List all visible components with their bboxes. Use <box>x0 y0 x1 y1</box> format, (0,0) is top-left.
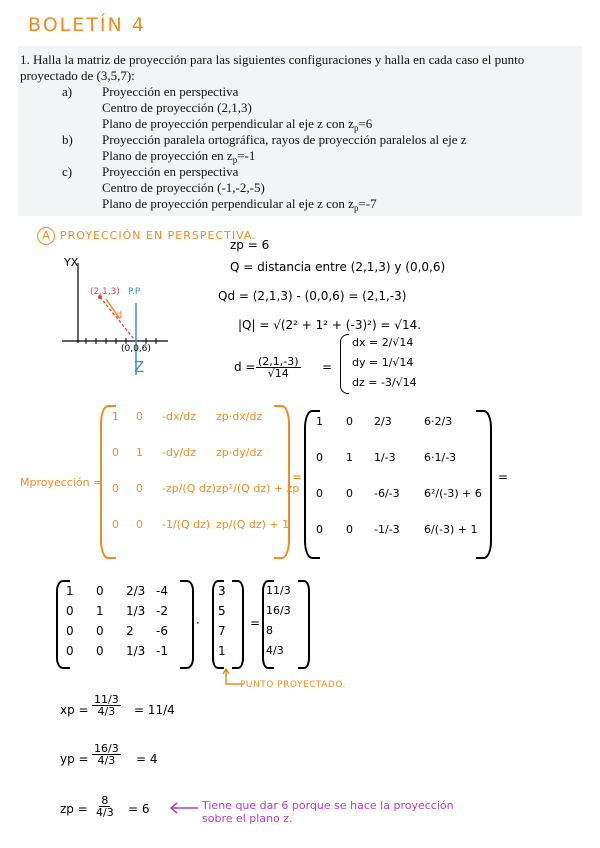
option-a-line-3: Plano de proyección perpendicular al eje z con $z_p=6$ <box>102 116 373 133</box>
matrix-cell: 1 <box>112 410 119 423</box>
yp-fraction <box>92 743 121 766</box>
option-a-line-1: Proyección en perspectiva <box>102 84 239 99</box>
matrix-cell: 0 <box>136 518 143 531</box>
dz-value: dz = -3/√14 <box>352 376 417 389</box>
diagram-origin-label: (0,0,6) <box>121 344 151 354</box>
left-arrow-icon <box>168 802 200 814</box>
d-lhs: d = <box>234 360 256 374</box>
vector-cell: 11/3 <box>266 584 291 597</box>
d-brace <box>340 334 349 394</box>
result-vector <box>266 584 306 664</box>
matrix-cell: -1 <box>156 644 168 658</box>
yp-lhs: yp = <box>60 752 89 766</box>
matrix-cell: -6 <box>156 624 168 638</box>
numeric-equals: = <box>498 470 509 484</box>
yp-denominator: 4/3 <box>97 754 116 767</box>
comment-line-2: sobre el plano z. <box>202 812 293 825</box>
matrix-cell: 2/3 <box>126 584 146 598</box>
matrix-cell: 0 <box>346 523 353 536</box>
matrix-cell: 0 <box>346 487 353 500</box>
matrix-cell: -dy/dz <box>162 446 196 459</box>
section-a-circle: A <box>37 227 55 245</box>
xp-denominator: 4/3 <box>97 705 116 718</box>
q-norm: |Q| = √(2² + 1² + (-3)²) = √14. <box>238 318 422 332</box>
vector-cell: 16/3 <box>266 604 291 617</box>
dx-value: dx = 2/√14 <box>352 336 414 349</box>
xp-numerator: 11/3 <box>94 693 119 706</box>
matrix-cell: 1/3 <box>126 644 146 658</box>
matrix-cell: 0 <box>96 644 104 658</box>
diagram-d-label: d <box>116 310 123 321</box>
option-b-line-1: Proyección paralela ortográfica, rayos de proyección paralelos al eje z <box>102 132 467 147</box>
matrix-cell: 0 <box>316 451 323 464</box>
yp-numerator: 16/3 <box>94 742 119 755</box>
product-eq: = <box>250 616 261 630</box>
mproj-label: Mproyección = <box>20 476 103 489</box>
matrix-cell: 0 <box>316 487 323 500</box>
diagram-cop-label: (2,1,3) <box>90 287 120 297</box>
matrix-cell: -1/-3 <box>374 523 400 536</box>
zp-denominator: 4/3 <box>96 806 114 819</box>
option-c-label: c) <box>62 164 73 179</box>
matrix-cell: 0 <box>66 644 74 658</box>
zp-value: zp = 6 <box>230 238 270 252</box>
matrix-cell: 1 <box>66 584 74 598</box>
matrix-cell: 0 <box>66 604 74 618</box>
matrix-cell: 1 <box>136 446 143 459</box>
option-a-label: a) <box>62 84 73 99</box>
d-denominator: √14 <box>267 367 289 380</box>
matrix-cell: 0 <box>96 624 104 638</box>
comment-line-1: Tiene que dar 6 porque se hace la proyección <box>202 799 454 812</box>
matrix-cell: 0 <box>136 482 143 495</box>
matrix-cell: 1 <box>96 604 104 618</box>
vector-cell: 7 <box>218 624 226 638</box>
matrix-cell: 1 <box>316 415 323 428</box>
xp-fraction <box>92 694 121 717</box>
q-definition: Q = distancia entre (2,1,3) y (0,0,6) <box>230 260 446 274</box>
vector-cell: 8 <box>266 624 273 637</box>
matrix-cell: 6²/(-3) + 6 <box>424 487 482 500</box>
zp-fraction <box>96 795 114 818</box>
d-numerator: (2,1,-3) <box>258 355 299 368</box>
section-a-heading: PROYECCIÓN EN PERSPECTIVA. <box>60 229 257 242</box>
yp-value: = 4 <box>136 752 158 766</box>
xp-lhs: xp = <box>60 703 89 717</box>
matrix-cell: 2/3 <box>374 415 392 428</box>
option-c-line-2: Centro de proyección (-1,-2,-5) <box>102 180 265 195</box>
projected-point-note: PUNTO PROYECTADO. <box>240 680 346 690</box>
vector-cell: 5 <box>218 604 226 618</box>
dy-value: dy = 1/√14 <box>352 356 414 369</box>
matrix-cell: -dx/dz <box>162 410 196 423</box>
page-title: BOLETÍN 4 <box>28 14 146 36</box>
d-fraction <box>256 356 301 379</box>
matrix-cell: -1/(Q dz) <box>162 518 211 531</box>
diagram-yx-label: YX <box>64 256 79 269</box>
xp-value: = 11/4 <box>134 703 175 717</box>
mproj-equals: = <box>292 470 303 484</box>
matrix-cell: 0 <box>66 624 74 638</box>
mproj-symbolic-matrix <box>112 410 300 550</box>
problem-statement <box>18 46 582 216</box>
option-b-label: b) <box>62 132 73 147</box>
vector-cell: 3 <box>218 584 226 598</box>
option-b-line-2: Plano de proyección en $z_p=-1$ <box>102 148 256 165</box>
matrix-cell: zp²/(Q dz) + zp <box>216 482 300 495</box>
d-equals: = <box>322 360 333 374</box>
vector-cell: 1 <box>218 644 226 658</box>
diagram-pp-label: P.P <box>128 287 141 297</box>
matrix-cell: -4 <box>156 584 168 598</box>
matrix-cell: 0 <box>112 482 119 495</box>
product-matrix <box>66 584 184 664</box>
zp-lhs: zp = <box>60 802 88 816</box>
matrix-cell: 2 <box>126 624 134 638</box>
matrix-cell: 0 <box>316 523 323 536</box>
matrix-cell: zp·dx/dz <box>216 410 263 423</box>
matrix-cell: -2 <box>156 604 168 618</box>
matrix-cell: 6/(-3) + 1 <box>424 523 478 536</box>
matrix-cell: 1/3 <box>126 604 146 618</box>
matrix-cell: 0 <box>136 410 143 423</box>
option-a-line-2: Centro de proyección (2,1,3) <box>102 100 252 115</box>
point-vector <box>218 584 236 664</box>
matrix-cell: 1/-3 <box>374 451 396 464</box>
diagram-z-label: Z <box>134 358 145 376</box>
matrix-cell: 6·1/-3 <box>424 451 457 464</box>
matrix-cell: 0 <box>96 584 104 598</box>
matrix-cell: 0 <box>112 446 119 459</box>
matrix-cell: zp·dy/dz <box>216 446 263 459</box>
matrix-cell: -6/-3 <box>374 487 400 500</box>
matrix-cell: -zp/(Q dz) <box>162 482 216 495</box>
matrix-cell: 6·2/3 <box>424 415 453 428</box>
matrix-cell: zp/(Q dz) + 1 <box>216 518 290 531</box>
matrix-cell: 1 <box>346 451 353 464</box>
qd-computation: Qd = (2,1,3) - (0,0,6) = (2,1,-3) <box>218 289 407 303</box>
matrix-cell: 0 <box>346 415 353 428</box>
matrix-cell: 0 <box>112 518 119 531</box>
zp-result-value: = 6 <box>128 802 150 816</box>
option-c-line-3: Plano de proyección perpendicular al eje z con $z_p=-7$ <box>102 196 377 213</box>
problem-line-2: proyectado de (3,5,7): <box>20 68 135 83</box>
zp-numerator: 8 <box>101 794 109 807</box>
product-dot: · <box>196 616 200 630</box>
problem-line-1: 1. Halla la matriz de proyección para las siguientes configuraciones y halla en cada caso el punto <box>20 52 525 67</box>
numeric-matrix <box>316 415 482 551</box>
vector-cell: 4/3 <box>266 644 284 657</box>
option-c-line-1: Proyección en perspectiva <box>102 164 239 179</box>
numeric-right-bracket <box>476 410 492 559</box>
